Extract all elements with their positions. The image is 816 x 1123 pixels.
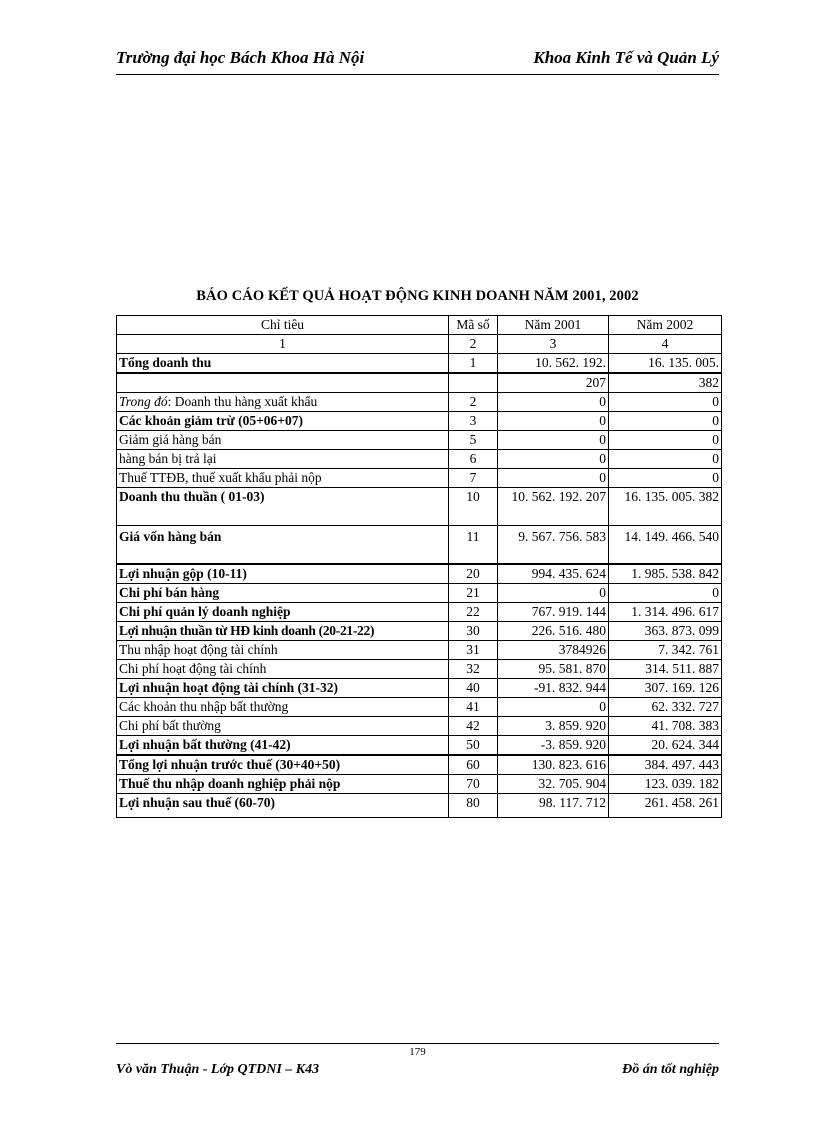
row-value-2001: 32. 705. 904	[498, 774, 609, 793]
table-row	[117, 621, 722, 640]
table-row	[117, 735, 722, 755]
row-value-2002: 261. 458. 261	[609, 793, 722, 817]
row-value-2002: 0	[609, 393, 722, 412]
table-row	[117, 373, 722, 393]
row-value-2002: 123. 039. 182	[609, 774, 722, 793]
row-value-2002: 16. 135. 005.	[609, 354, 722, 374]
table-row	[117, 412, 722, 431]
row-value-2002: 0	[609, 469, 722, 488]
page-number: 179	[409, 1046, 426, 1058]
row-value-2001: 0	[498, 697, 609, 716]
row-value-2002: 0	[609, 583, 722, 602]
header-code: Mã số	[449, 316, 498, 335]
row-code: 60	[449, 755, 498, 775]
row-value-2002: 14. 149. 466. 540	[609, 526, 722, 564]
col-number: 2	[449, 335, 498, 354]
table-row	[117, 774, 722, 793]
header-year-2001: Năm 2001	[498, 316, 609, 335]
row-value-2002: 0	[609, 412, 722, 431]
row-label: Lợi nhuận gộp (10-11)	[117, 564, 449, 584]
row-code: 31	[449, 640, 498, 659]
row-code: 22	[449, 602, 498, 621]
row-value-2002: 7. 342. 761	[609, 640, 722, 659]
row-value-2001: 0	[498, 393, 609, 412]
row-code: 41	[449, 697, 498, 716]
row-code: 80	[449, 793, 498, 817]
row-label-text: : Doanh thu hàng xuất khẩu	[167, 394, 318, 409]
row-value-2001: -3. 859. 920	[498, 735, 609, 755]
row-value-2002: 0	[609, 450, 722, 469]
row-code	[449, 373, 498, 393]
row-value-2001: 994. 435. 624	[498, 564, 609, 584]
row-value-2001: 10. 562. 192.	[498, 354, 609, 374]
row-value-2001: 10. 562. 192. 207	[498, 488, 609, 526]
row-value-2002: 0	[609, 431, 722, 450]
row-label: Lợi nhuận hoạt động tài chính (31-32)	[117, 678, 449, 697]
row-value-2002: 307. 169. 126	[609, 678, 722, 697]
row-code: 11	[449, 526, 498, 564]
income-statement-table	[116, 315, 722, 818]
row-code: 3	[449, 412, 498, 431]
table-header-row	[117, 316, 722, 335]
row-label: Tổng doanh thu	[117, 354, 449, 374]
row-value-2002: 382	[609, 373, 722, 393]
table-row	[117, 393, 722, 412]
row-value-2001: 767. 919. 144	[498, 602, 609, 621]
row-value-2001: 98. 117. 712	[498, 793, 609, 817]
row-value-2001: 3. 859. 920	[498, 716, 609, 735]
row-value-2002: 384. 497. 443	[609, 755, 722, 775]
column-number-row	[117, 335, 722, 354]
row-label: Chi phí bán hàng	[117, 583, 449, 602]
row-code: 2	[449, 393, 498, 412]
row-code: 7	[449, 469, 498, 488]
row-value-2002: 1. 314. 496. 617	[609, 602, 722, 621]
row-label: Thuế thu nhập doanh nghiệp phải nộp	[117, 774, 449, 793]
report-title: BÁO CÁO KẾT QUẢ HOẠT ĐỘNG KINH DOANH NĂM 2001, 2002	[196, 288, 639, 304]
row-code: 1	[449, 354, 498, 374]
table-row	[117, 602, 722, 621]
page-header	[116, 48, 719, 75]
row-label: Thuế TTĐB, thuế xuất khẩu phải nộp	[117, 469, 449, 488]
row-label: Doanh thu thuần ( 01-03)	[117, 488, 449, 526]
row-code: 70	[449, 774, 498, 793]
row-label	[117, 373, 449, 393]
footer-divider	[116, 1043, 719, 1044]
row-value-2001: 0	[498, 450, 609, 469]
table-row	[117, 564, 722, 584]
row-label: Chi phí hoạt động tài chính	[117, 659, 449, 678]
row-label: Thu nhập hoạt động tài chính	[117, 640, 449, 659]
table-row	[117, 354, 722, 374]
row-code: 32	[449, 659, 498, 678]
col-number: 3	[498, 335, 609, 354]
row-value-2002: 314. 511. 887	[609, 659, 722, 678]
row-value-2002: 62. 332. 727	[609, 697, 722, 716]
table-row	[117, 583, 722, 602]
row-code: 30	[449, 621, 498, 640]
row-code: 10	[449, 488, 498, 526]
row-value-2001: 0	[498, 583, 609, 602]
row-code: 40	[449, 678, 498, 697]
table-row	[117, 469, 722, 488]
table-row	[117, 755, 722, 775]
row-value-2001: 9. 567. 756. 583	[498, 526, 609, 564]
table-row	[117, 450, 722, 469]
row-label: hàng bán bị trả lại	[117, 450, 449, 469]
row-label: Lợi nhuận thuần từ HĐ kinh doanh (20-21-22)	[117, 621, 449, 640]
row-label: Chi phí quản lý doanh nghiệp	[117, 602, 449, 621]
row-value-2001: 0	[498, 412, 609, 431]
table-row	[117, 678, 722, 697]
row-label: Giá vốn hàng bán	[117, 526, 449, 564]
row-code: 42	[449, 716, 498, 735]
header-indicator: Chỉ tiêu	[117, 316, 449, 335]
table-row	[117, 640, 722, 659]
row-value-2001: 226. 516. 480	[498, 621, 609, 640]
table-row	[117, 793, 722, 817]
row-value-2001: 130. 823. 616	[498, 755, 609, 775]
row-value-2002: 1. 985. 538. 842	[609, 564, 722, 584]
row-value-2001: -91. 832. 944	[498, 678, 609, 697]
row-label: Giảm giá hàng bán	[117, 431, 449, 450]
table-row	[117, 526, 722, 564]
row-label: Các khoản thu nhập bất thường	[117, 697, 449, 716]
row-value-2002: 41. 708. 383	[609, 716, 722, 735]
faculty-name: Khoa Kinh Tế và Quản Lý	[533, 48, 719, 67]
header-year-2002: Năm 2002	[609, 316, 722, 335]
row-value-2001: 95. 581. 870	[498, 659, 609, 678]
row-code: 20	[449, 564, 498, 584]
row-label: Tổng lợi nhuận trước thuế (30+40+50)	[117, 755, 449, 775]
row-value-2001: 0	[498, 469, 609, 488]
row-code: 21	[449, 583, 498, 602]
table-row	[117, 716, 722, 735]
table-row	[117, 659, 722, 678]
row-value-2001: 0	[498, 431, 609, 450]
row-code: 5	[449, 431, 498, 450]
university-name: Trường đại học Bách Khoa Hà Nội	[116, 48, 365, 67]
table-row	[117, 488, 722, 526]
row-label	[117, 393, 449, 412]
row-label: Các khoản giảm trừ (05+06+07)	[117, 412, 449, 431]
row-value-2002: 363. 873. 099	[609, 621, 722, 640]
row-label: Lợi nhuận sau thuế (60-70)	[117, 793, 449, 817]
col-number: 1	[117, 335, 449, 354]
author-info: Vò văn Thuận - Lớp QTDNI – K43	[116, 1062, 320, 1077]
row-label: Lợi nhuận bất thường (41-42)	[117, 735, 449, 755]
thesis-label: Đồ án tốt nghiệp	[622, 1062, 719, 1077]
row-code: 6	[449, 450, 498, 469]
row-label-emphasis: Trong đó	[119, 394, 168, 409]
row-label: Chi phí bất thường	[117, 716, 449, 735]
row-value-2001: 207	[498, 373, 609, 393]
row-value-2002: 20. 624. 344	[609, 735, 722, 755]
row-value-2001: 3784926	[498, 640, 609, 659]
col-number: 4	[609, 335, 722, 354]
row-value-2002: 16. 135. 005. 382	[609, 488, 722, 526]
table-row	[117, 431, 722, 450]
row-code: 50	[449, 735, 498, 755]
table-row	[117, 697, 722, 716]
